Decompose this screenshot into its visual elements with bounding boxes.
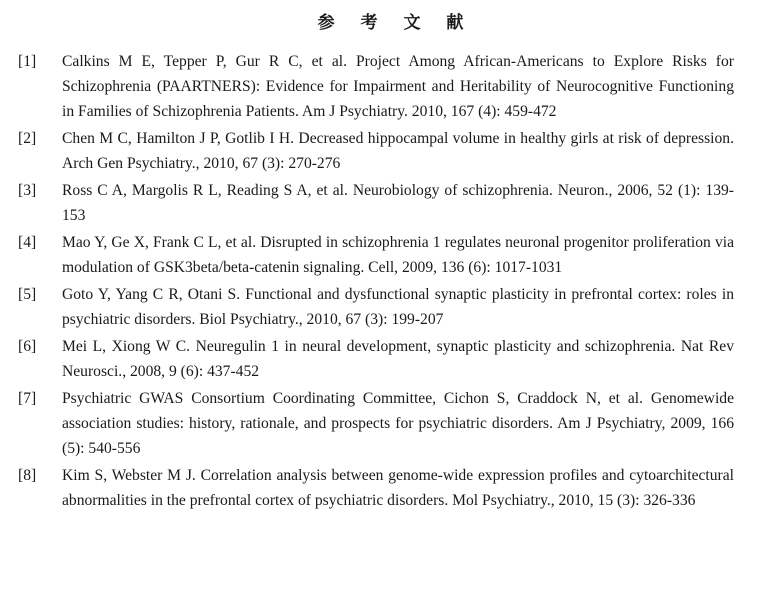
reference-number: [4] (18, 234, 37, 251)
reference-item-4 (18, 230, 734, 280)
reference-item-1 (18, 49, 734, 124)
reference-text: Mei L, Xiong W C. Neuregulin 1 in neural development, synaptic plasticity and schizophrenia. Nat Rev Neurosci., 2008, 9 (6): 437-452 (62, 338, 734, 380)
reference-number: [5] (18, 286, 37, 303)
reference-number: [6] (18, 338, 37, 355)
reference-number: [8] (18, 467, 37, 484)
reference-text: Chen M C, Hamilton J P, Gotlib I H. Decreased hippocampal volume in healthy girls at risk of depression. Arch Gen Psychiatry., 2010, 67 (3): 270-276 (62, 130, 734, 172)
reference-item-6 (18, 334, 734, 384)
reference-text: Mao Y, Ge X, Frank C L, et al. Disrupted in schizophrenia 1 regulates neuronal progenitor proliferation via modulation of GSK3beta/beta-catenin signaling. Cell, 2009, 136 (6): 1017-1031 (62, 234, 734, 276)
reference-item-3 (18, 178, 734, 228)
reference-text: Goto Y, Yang C R, Otani S. Functional and dysfunctional synaptic plasticity in prefrontal cortex: roles in psychiatric disorders. Biol Psychiatry., 2010, 67 (3): 199-207 (62, 286, 734, 328)
reference-item-5 (18, 282, 734, 332)
reference-number: [2] (18, 130, 37, 147)
page-title: 参 考 文 献 (317, 13, 474, 33)
reference-text: Kim S, Webster M J. Correlation analysis between genome-wide expression profiles and cytoarchitectural abnormalities in the prefrontal cortex of psychiatric disorders. Mol Psychiatry., 2010, 15 (3): 326-336 (62, 467, 734, 509)
reference-text: Ross C A, Margolis R L, Reading S A, et al. Neurobiology of schizophrenia. Neuron., 2006, 52 (1): 139-153 (62, 182, 734, 224)
reference-number: [3] (18, 182, 37, 199)
reference-text: Calkins M E, Tepper P, Gur R C, et al. Project Among African-Americans to Explore Risks for Schizophrenia (PAARTNERS): Evidence for Impairment and Heritability of Neurocognitive Functioning in Families of Schizophrenia Patients. Am J Psychiatry. 2010, 167 (4): 459-472 (62, 53, 734, 120)
reference-number: [1] (18, 53, 37, 70)
reference-item-2 (18, 126, 734, 176)
reference-item-8 (18, 463, 734, 513)
reference-list (18, 49, 734, 515)
reference-item-7 (18, 386, 734, 461)
reference-text: Psychiatric GWAS Consortium Coordinating Committee, Cichon S, Craddock N, et al. Genomewide association studies: history, rationale, and prospects for psychiatric disorders. Am J Psychiatry, 2009, 166 (5): 540-556 (62, 390, 734, 457)
reference-number: [7] (18, 390, 37, 407)
